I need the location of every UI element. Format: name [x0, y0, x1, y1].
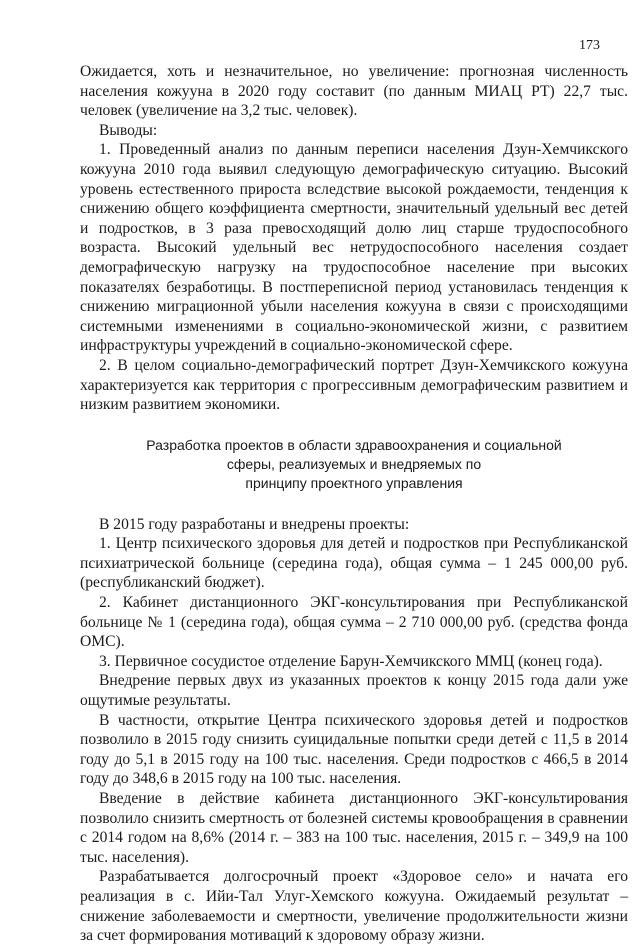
conclusion-2: 2. В целом социально-демографический портрет Дзун-Хемчикского кожууна характеризуется как территория с прогрессивным демографическим развитием и низким развитием экономики.: [80, 356, 628, 414]
heading-line: принципу проектного управления: [245, 474, 463, 491]
heading-line: Разработка проектов в области здравоохранения и социальной: [146, 436, 562, 453]
page-body: [80, 62, 628, 946]
section-heading: [80, 436, 628, 493]
projects-intro: В 2015 году разработаны и внедрены проекты:: [99, 515, 410, 533]
page-number: 173: [579, 38, 600, 53]
project-1: 1. Центр психического здоровья для детей и подростков при Республиканской психиатрической больнице (середина года), общая сумма – 1 245 000,00 руб. (республиканский бюджет).: [80, 535, 628, 592]
intro-paragraph: Ожидается, хоть и незначительное, но увеличение: прогнозная численность населения кожууна в 2020 году составит (по данным МИАЦ РТ) 22,7 тыс. человек (увеличение на 3,2 тыс. человек).: [80, 63, 628, 120]
conclusions-label: Выводы:: [99, 121, 158, 139]
heading-line: сферы, реализуемых и внедряемых по: [226, 455, 482, 472]
results-paragraph: Внедрение первых двух из указанных проектов к концу 2015 года дали уже ощутимые результаты.: [80, 672, 628, 710]
project-3: 3. Первичное сосудистое отделение Барун-Хемчикского ММЦ (конец года).: [99, 652, 603, 670]
long-term-paragraph: Разрабатывается долгосрочный проект «Здоровое село» и начата его реализация в с. Ийи-Тал Улуг-Хемского кожууна. Ожидаемый результат – снижение заболеваемости и смертности, увеличение продолжительности жизни за счет формирования мотиваций к здоровому образу жизни.: [80, 868, 628, 945]
result-psych-paragraph: В частности, открытие Центра психического здоровья детей и подростков позволило в 2015 году снизить суицидальные попытки среди детей с 11,5 в 2014 году до 5,1 в 2015 году на 100 тыс. населения. Среди подростков с 466,5 в 2014 году до 348,6 в 2015 году на 100 тыс. населения.: [80, 711, 628, 788]
conclusion-1: 1. Проведенный анализ по данным переписи населения Дзун-Хемчикского кожууна 2010 года выявил следующую демографическую ситуацию. Высокий уровень естественного прироста вследствие высокой рождаемости, тенденция к снижению общего коэффициента смертности, значительный удельный вес детей и подростков, в 3 раза превосходящий долю лиц старше трудоспособного возраста. Высокий удельный вес нетрудоспособного населения создает демографическую нагрузку на трудоспособное население при высоких показателях безработицы. В постпереписной период установилась тенденция к снижению миграционной убыли населения кожууна в связи с происходящими системными изменениями в социально-экономической жизни, с развитием инфраструктуры учреждений в социально-экономической сфере.: [80, 141, 628, 355]
result-ecg-paragraph: Введение в действие кабинета дистанционного ЭКГ-консультирования позволило снизить смертность от болезней системы кровообращения в сравнении с 2014 годом на 8,6% (2014 г. – 383 на 100 тыс. населения, 2015 г. – 349,9 на 100 тыс. населения).: [80, 790, 628, 866]
project-2: 2. Кабинет дистанционного ЭКГ-консультирования при Республиканской больнице № 1 (середина года), общая сумма – 2 710 000,00 руб. (средства фонда ОМС).: [80, 594, 628, 651]
